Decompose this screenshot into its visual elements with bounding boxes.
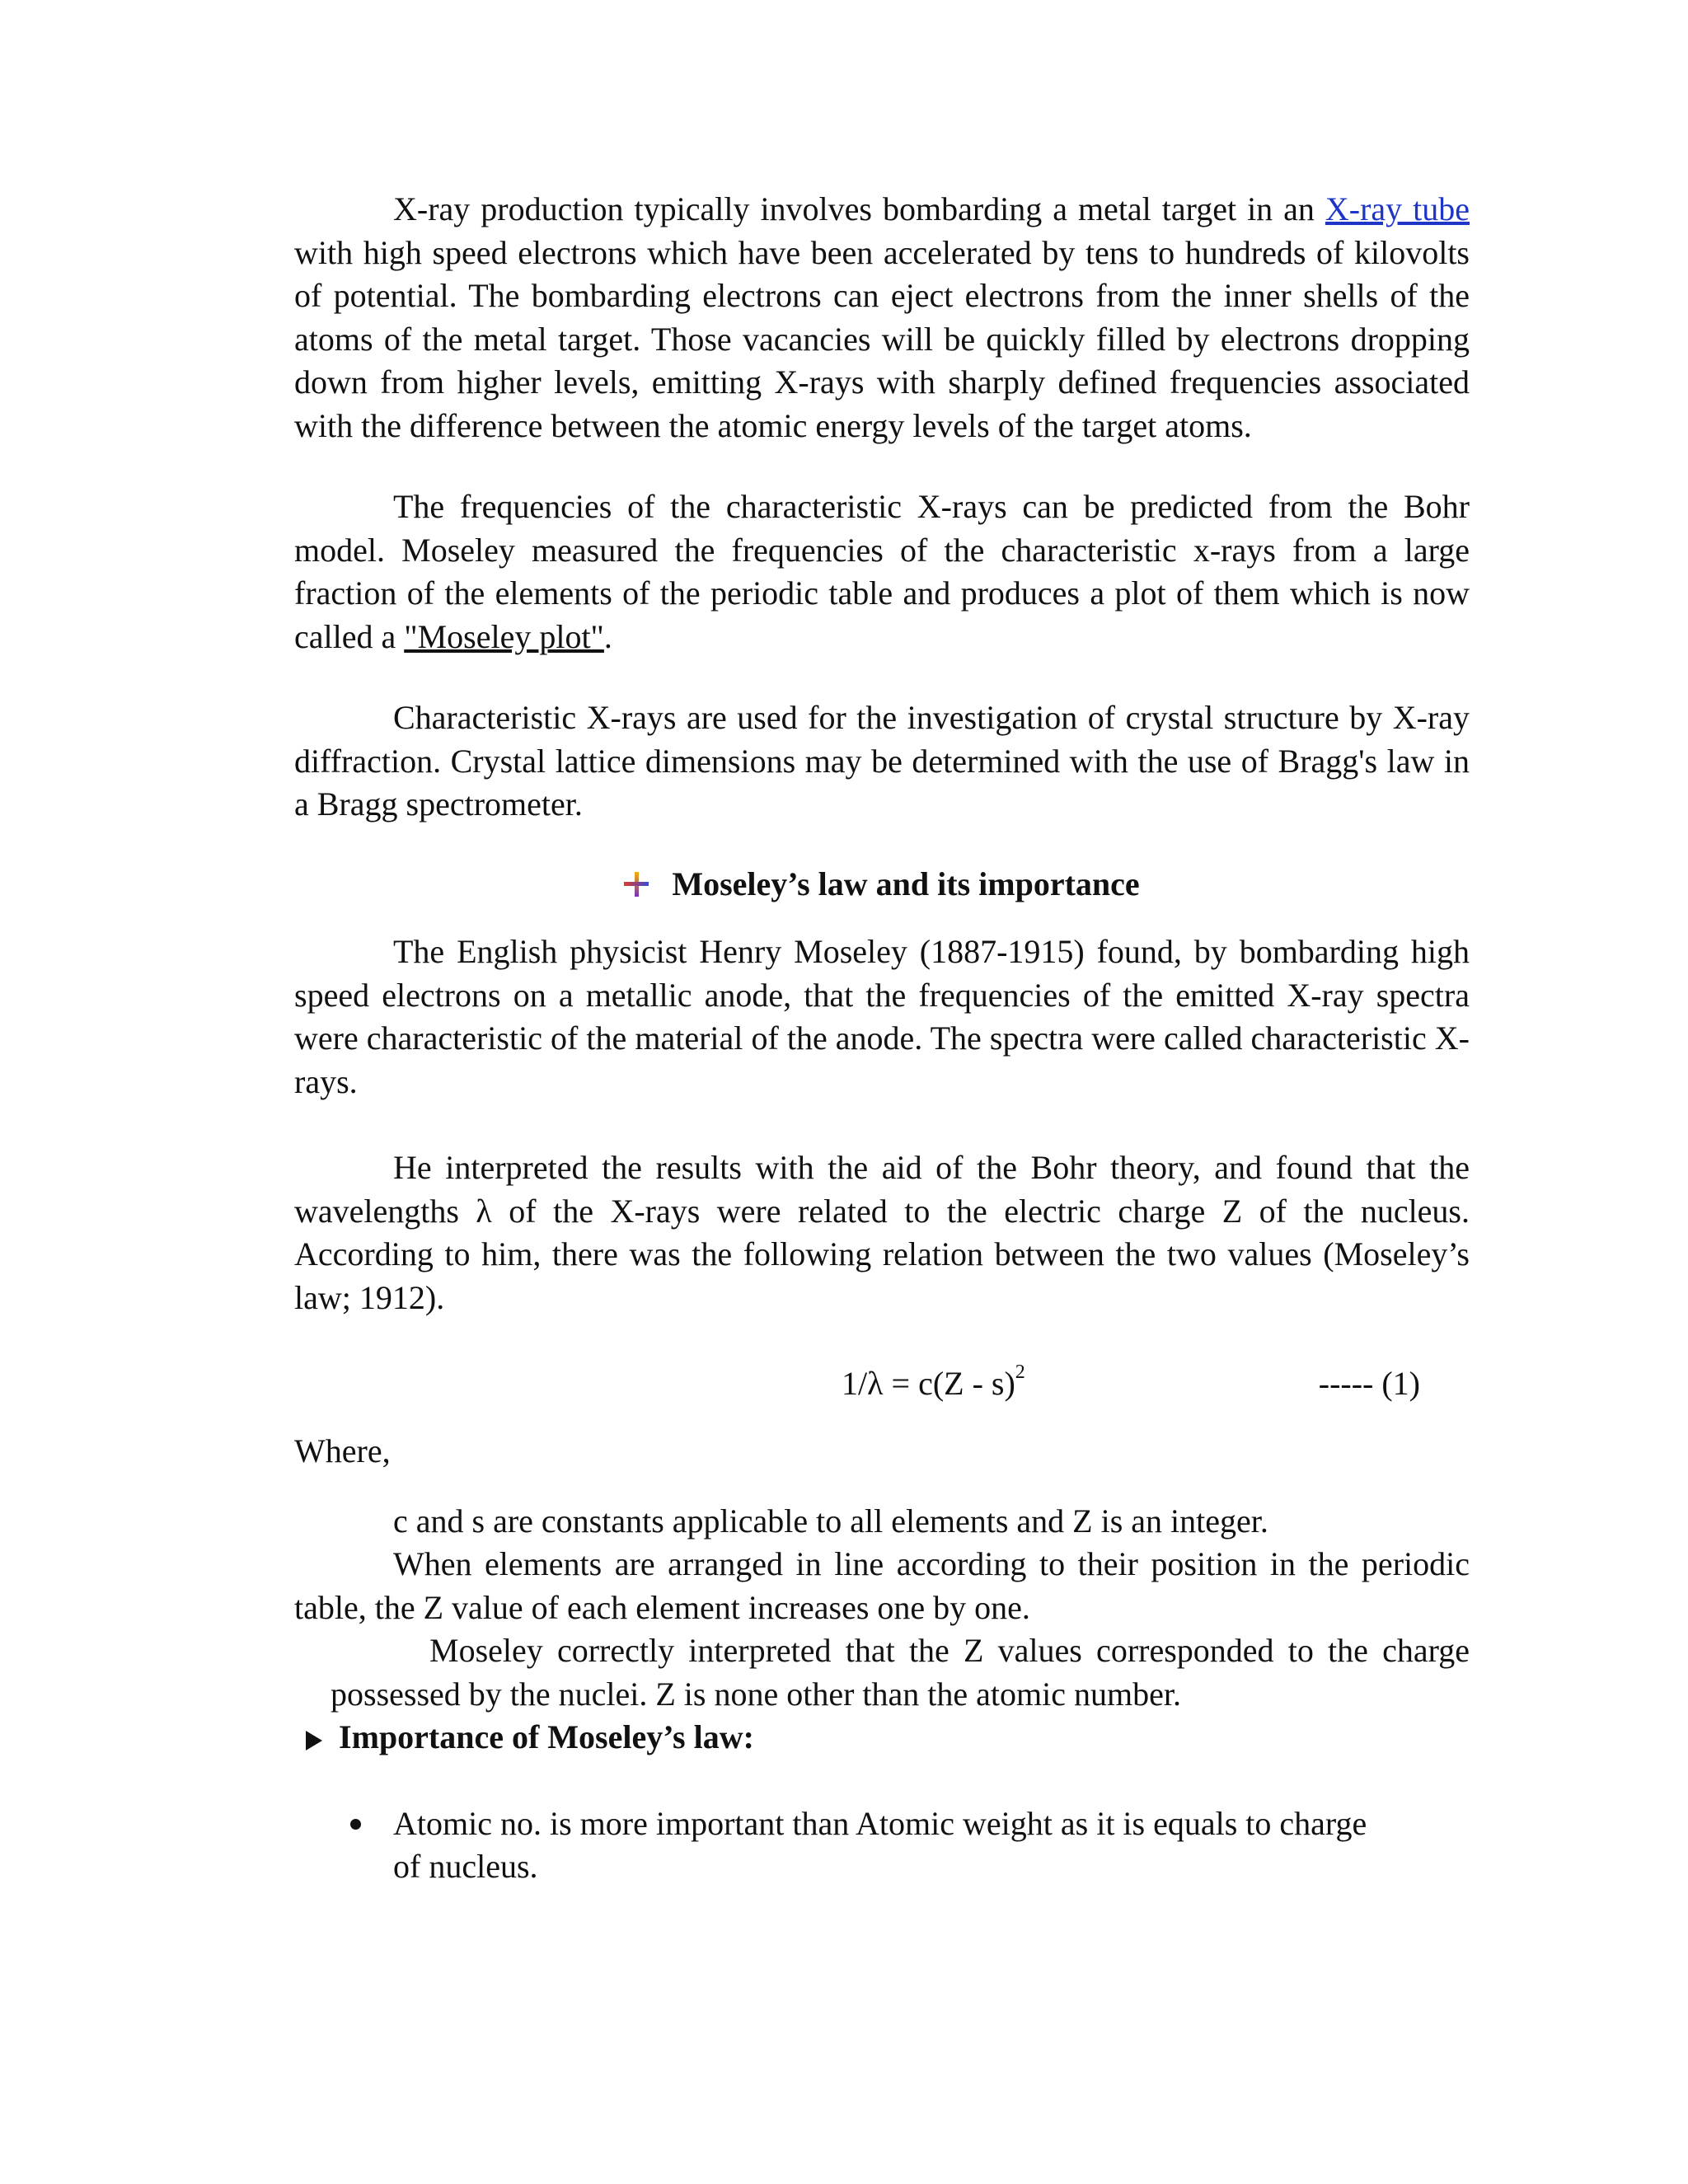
- paragraph-constants: c and s are constants applicable to all elements and Z is an integer.: [393, 1502, 1268, 1540]
- paragraph-bohr-theory: He interpreted the results with the aid of the Bohr theory, and found that the wavelengths λ of the X-rays were related to the electric charge Z of the nucleus. According to him, there was the following relation between the two values (Moseley’s law; 1912).: [294, 1149, 1470, 1316]
- arrowhead-bullet-icon: [306, 1731, 322, 1750]
- subheading-importance: [306, 1716, 1470, 1760]
- equation-exponent: 2: [1015, 1361, 1025, 1383]
- paragraph-henry-moseley: The English physicist Henry Moseley (1887-1915) found, by bombarding high speed electrons on a metallic anode, that the frequencies of the emitted X-ray spectra were characteristic of the material of the anode. The spectra were called characteristic X-rays.: [294, 933, 1470, 1100]
- paragraph-atomic-number: Moseley correctly interpreted that the Z values corresponded to the charge possessed by the nuclei. Z is none other than the atomic number.: [331, 1632, 1470, 1713]
- equation-number: ----- (1): [1318, 1365, 1420, 1402]
- subheading-text: Importance of Moseley’s law:: [339, 1718, 754, 1755]
- paragraph-crystal-structure: Characteristic X-rays are used for the investigation of crystal structure by X-ray diffraction. Crystal lattice dimensions may be determined with the use of Bragg's law in a Bragg spectrometer.: [294, 699, 1470, 823]
- xray-tube-link[interactable]: X-ray tube: [1325, 190, 1470, 227]
- section-heading: [294, 863, 1470, 907]
- paragraph-bohr-model: [294, 485, 1470, 658]
- paragraph-periodic-order: When elements are arranged in line according to their position in the periodic table, the Z value of each element increases one by one.: [294, 1545, 1470, 1626]
- bullet-dot-icon: [350, 1819, 361, 1830]
- document-body: [294, 188, 1470, 1922]
- list-item-text: Atomic no. is more important than Atomic weight as it is equals to charge of nucleus.: [393, 1804, 1367, 1885]
- paragraph-text: The frequencies of the characteristic X-rays can be predicted from the Bohr model. Moseley measured the frequencies of the characteristic x-rays from a large fraction of the elements of the periodic table and produces a plot of them which is now called a: [294, 488, 1470, 655]
- importance-list: [294, 1802, 1470, 1889]
- moseley-plot-link[interactable]: "Moseley plot": [404, 617, 604, 655]
- paragraph-xray-production: [294, 188, 1470, 448]
- section-heading-text: Moseley’s law and its importance: [672, 865, 1140, 902]
- paragraph-text: with high speed electrons which have been accelerated by tens to hundreds of kilovolts of potential. The bombarding electrons can eject electrons from the inner shells of the atoms of the metal target. Those vacancies will be quickly filled by electrons dropping down from higher levels, emitting X-rays with sharply defined frequencies associated with the difference between the atomic energy levels of the target atoms.: [294, 233, 1470, 444]
- equation-row: [294, 1362, 1470, 1412]
- equation-text: 1/λ = c(Z - s): [842, 1365, 1015, 1402]
- moseley-equation: [842, 1362, 1025, 1406]
- paragraph-text: X-ray production typically involves bombarding a metal target in an: [393, 190, 1325, 227]
- where-label: Where,: [294, 1432, 391, 1469]
- list-item: [294, 1802, 1382, 1889]
- plus-arrow-bullet-icon: [624, 872, 649, 897]
- paragraph-text: .: [603, 617, 612, 655]
